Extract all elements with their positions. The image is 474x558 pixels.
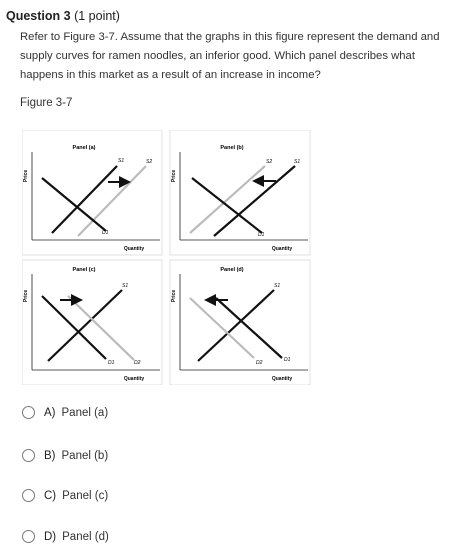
panel-b-label-2: S1	[294, 159, 301, 165]
panel-a-label-3: D1	[102, 230, 109, 236]
radio-option-b[interactable]	[22, 449, 35, 462]
option-c[interactable]	[22, 489, 108, 502]
option-a-letter: A)	[44, 406, 56, 419]
panel-c-axis-y: Price	[23, 289, 29, 303]
option-d[interactable]	[22, 530, 109, 543]
panel-d-axis-y: Price	[171, 289, 177, 303]
panel-d-title: Panel (d)	[220, 267, 244, 273]
panel-a-supply-s2	[78, 166, 146, 236]
option-b-letter: B)	[44, 449, 56, 462]
panel-c-axis-x: Quantity	[123, 376, 145, 382]
panel-b-label-1: S2	[266, 159, 273, 165]
panel-b	[170, 130, 310, 255]
option-a[interactable]	[22, 406, 108, 419]
question-text: Refer to Figure 3-7. Assume that the graphs in this figure represent the demand and supply curves for ramen noodles, an inferior good. Which panel describes what happens in this market as a result of an increase in income?	[20, 31, 440, 81]
option-d-letter: D)	[44, 530, 57, 543]
panel-c-demand-d1	[42, 296, 106, 359]
panel-c-label-3: D2	[134, 360, 141, 366]
panel-a	[22, 130, 162, 255]
panel-c	[22, 260, 162, 385]
panel-a-supply-s1	[52, 166, 117, 233]
panel-a-title: Panel (a)	[72, 145, 96, 151]
option-c-label: Panel (c)	[62, 489, 109, 502]
question-number: Question 3	[6, 9, 71, 23]
question-points: (1 point)	[74, 9, 120, 23]
panel-d-label-2: D2	[256, 360, 263, 366]
panel-b-title: Panel (b)	[220, 145, 244, 151]
panel-d-label-3: D1	[284, 357, 291, 363]
option-a-label: Panel (a)	[61, 406, 109, 419]
option-b[interactable]	[22, 449, 108, 462]
figure-svg	[22, 130, 312, 385]
panel-b-axis-x: Quantity	[271, 246, 293, 252]
panel-d-label-1: S1	[274, 283, 281, 289]
option-d-label: Panel (d)	[62, 530, 109, 543]
panel-c-supply-s1	[48, 290, 122, 361]
radio-option-a[interactable]	[22, 406, 35, 419]
panel-c-label-1: S1	[122, 283, 129, 289]
option-b-label: Panel (b)	[61, 449, 109, 462]
panel-a-label-2: S2	[146, 159, 153, 165]
figure-panels	[22, 130, 312, 385]
panel-b-axis-y: Price	[171, 169, 177, 183]
radio-option-c[interactable]	[22, 489, 35, 502]
panel-c-demand-d2	[68, 296, 134, 360]
figure-label: Figure 3-7	[20, 97, 73, 109]
radio-option-d[interactable]	[22, 530, 35, 543]
option-c-letter: C)	[44, 489, 57, 502]
panel-d	[170, 260, 310, 385]
question-title	[6, 9, 120, 23]
panel-d-demand-d1	[216, 298, 282, 358]
panel-b-label-3: D1	[258, 232, 265, 238]
panel-a-axis-y: Price	[23, 169, 29, 183]
panel-d-axis-x: Quantity	[271, 376, 293, 382]
panel-a-axis-x: Quantity	[123, 246, 145, 252]
panel-c-title: Panel (c)	[72, 267, 96, 273]
panel-a-label-1: S1	[118, 158, 125, 164]
panel-c-label-2: D1	[108, 360, 115, 366]
panel-d-demand-d2	[190, 298, 254, 358]
